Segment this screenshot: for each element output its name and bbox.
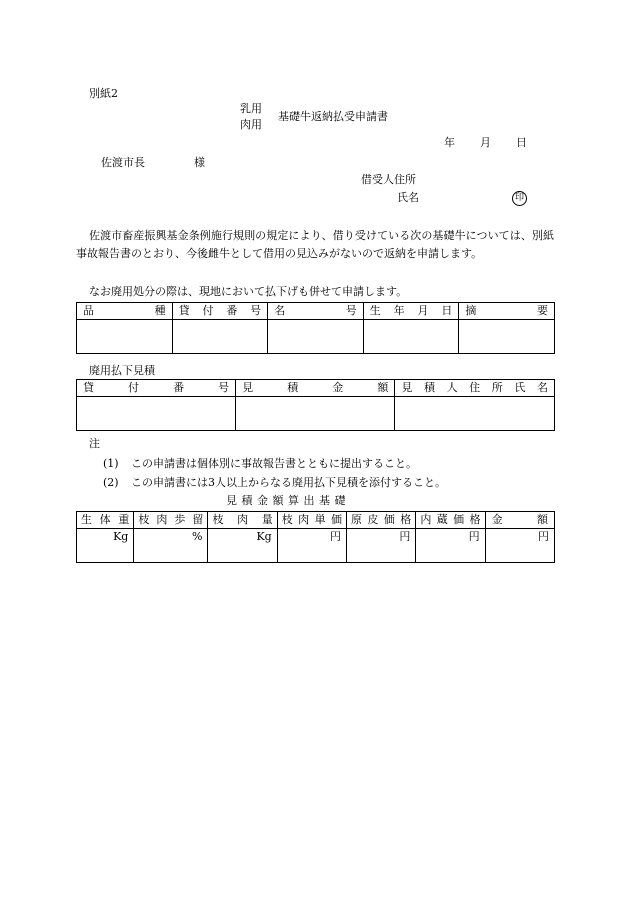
cell-estimator-address-name[interactable] [395,397,555,431]
header-loan-number: 貸 付 番 号 [83,381,230,394]
notes-title: 注 [89,437,100,450]
calc-table-title: 見 積 金 額 算 出 基 礎 [226,494,346,507]
cell-birth-date[interactable] [363,320,459,354]
request-paragraph: 佐渡市畜産振興基金条例施行規則の規定により、借り受けている次の基礎牛については、別紙事故報告書のとおり、今後雌牛として借用の見込みがないので返納を申請します。 [76,229,554,260]
cell-live-weight[interactable]: Kg [77,529,134,563]
calc-table [76,511,555,563]
addressee: 佐渡市長 [101,156,145,169]
header-carcass-yield: 枝 肉 歩 留 [138,513,204,526]
type-option-beef: 肉用 [240,118,262,131]
attachment-label: 別紙2 [89,87,118,100]
header-birth-date: 生 年 月 日 [369,304,453,317]
disposal-paragraph: なお廃用処分の際は、現地において払下げも併せて申請します。 [89,285,408,298]
cell-remarks[interactable] [459,320,555,354]
header-offal-price: 内 蔵 価 格 [420,513,481,526]
header-loan-number: 貸 付 番 号 [178,304,262,317]
document-title: 基礎牛返納払受申請書 [278,110,388,123]
cell-name[interactable] [268,320,364,354]
header-remarks: 摘 要 [465,304,548,317]
date-year-label: 年 [444,136,455,149]
cell-carcass-weight[interactable]: Kg [208,529,277,563]
header-live-weight: 生 体 重 [81,513,130,526]
honorific: 様 [194,156,205,169]
cell-hide-price[interactable]: 円 [347,529,416,563]
header-name: 名 号 [274,304,357,317]
table-row [77,529,555,563]
note-1-text: この申請書は個体別に事故報告書とともに提出すること。 [131,457,417,470]
estimate-section-title: 廃用払下見積 [89,364,155,377]
table-row [77,397,555,431]
cell-carcass-unit-price[interactable]: 円 [277,529,346,563]
header-carcass-unit-price: 枝 肉 単 価 [281,513,342,526]
cell-amount[interactable]: 円 [485,529,554,563]
cattle-table [76,302,555,354]
table-header-row [77,512,555,529]
header-estimator-address-name: 見 積 人 住 所 氏 名 [401,381,548,394]
note-1-number: (1) [103,457,119,470]
date-month-label: 月 [480,136,491,149]
cell-carcass-yield[interactable]: % [134,529,208,563]
cell-loan-number[interactable] [77,397,236,431]
cell-estimate-amount[interactable] [236,397,395,431]
header-carcass-weight: 枝 肉 量 [212,513,273,526]
cell-loan-number[interactable] [172,320,268,354]
note-2-text: この申請書には3人以上からなる廃用払下見積を添付すること。 [131,476,446,489]
borrower-name-label: 氏名 [397,191,419,204]
cell-offal-price[interactable]: 円 [416,529,485,563]
estimate-table [76,379,555,431]
seal-mark: 印 [512,191,527,206]
table-header-row [77,380,555,397]
note-2-number: (2) [103,476,119,489]
header-estimate-amount: 見 積 金 額 [242,381,389,394]
cell-breed[interactable] [77,320,173,354]
header-amount: 金 額 [491,513,548,526]
header-breed: 品 種 [83,304,166,317]
type-option-dairy: 乳用 [240,102,262,115]
table-header-row [77,303,555,320]
date-day-label: 日 [516,136,527,149]
borrower-address-label: 借受人住所 [361,173,416,186]
table-row [77,320,555,354]
header-hide-price: 原 皮 価 格 [351,513,412,526]
